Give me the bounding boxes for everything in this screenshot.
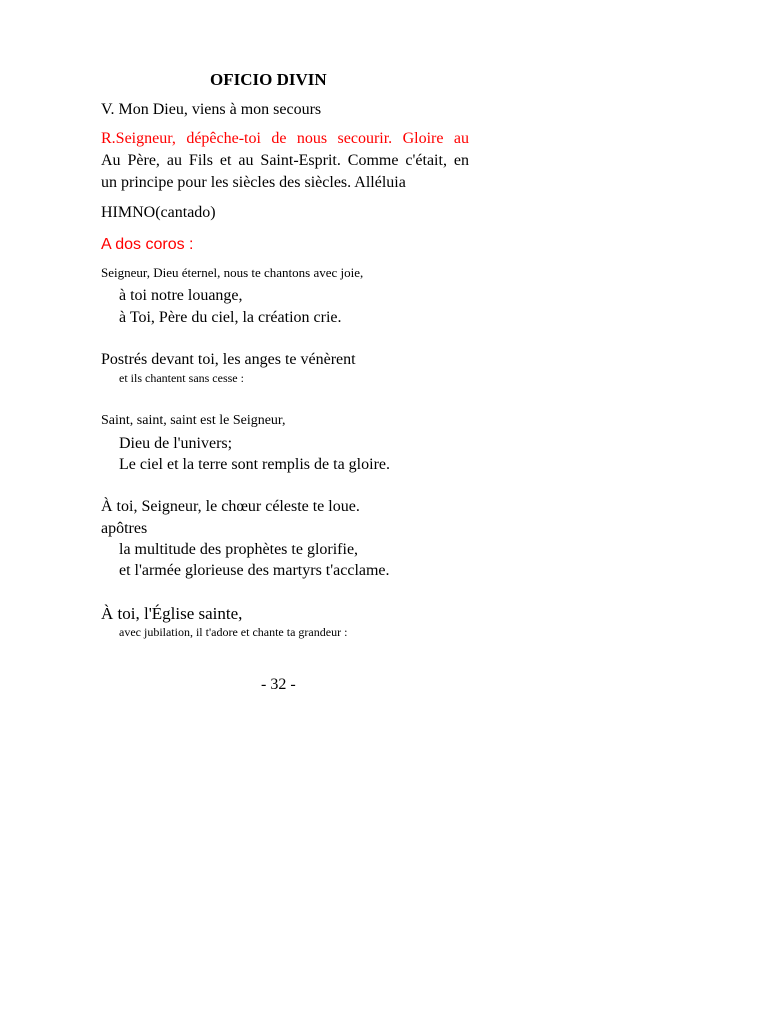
response-line-3: un principe pour les siècles des siècles. Alléluia [101, 174, 406, 191]
hymn-heading: HIMNO(cantado) [101, 204, 216, 221]
stanza-1-line-3: à Toi, Père du ciel, la création crie. [119, 309, 342, 326]
stanza-2-line-1: Postrés devant toi, les anges te vénèrent [101, 351, 356, 368]
versicle: V. Mon Dieu, viens à mon secours [101, 101, 322, 118]
stanza-5-line-2: avec jubilation, il t'adore et chante ta grandeur : [119, 625, 348, 639]
stanza-4-line-1: À toi, Seigneur, le chœur céleste te loue. [101, 498, 360, 515]
stanza-4-line-2: apôtres [101, 520, 148, 537]
stanza-3-line-3: Le ciel et la terre sont remplis de ta gloire. [119, 456, 390, 473]
stanza-4-line-3: la multitude des prophètes te glorifie, [119, 541, 359, 558]
choir-note: A dos coros : [101, 236, 194, 253]
response-line-1: R.Seigneur, dépêche-toi de nous secourir. Gloire au [101, 130, 469, 147]
stanza-1-line-2: à toi notre louange, [119, 287, 243, 304]
page-title: OFICIO DIVIN [210, 70, 327, 89]
stanza-3-line-1: Saint, saint, saint est le Seigneur, [101, 413, 286, 428]
stanza-5-line-1: À toi, l'Église sainte, [101, 604, 243, 623]
stanza-1-line-1: Seigneur, Dieu éternel, nous te chantons avec joie, [101, 265, 364, 280]
response-line-2: Au Père, au Fils et au Saint-Esprit. Comme c'était, en [101, 152, 469, 169]
stanza-4-line-4: et l'armée glorieuse des martyrs t'acclame. [119, 562, 390, 579]
page-number: - 32 - [261, 676, 296, 693]
stanza-3-line-2: Dieu de l'univers; [119, 435, 233, 452]
stanza-2-line-2: et ils chantent sans cesse : [119, 371, 244, 385]
